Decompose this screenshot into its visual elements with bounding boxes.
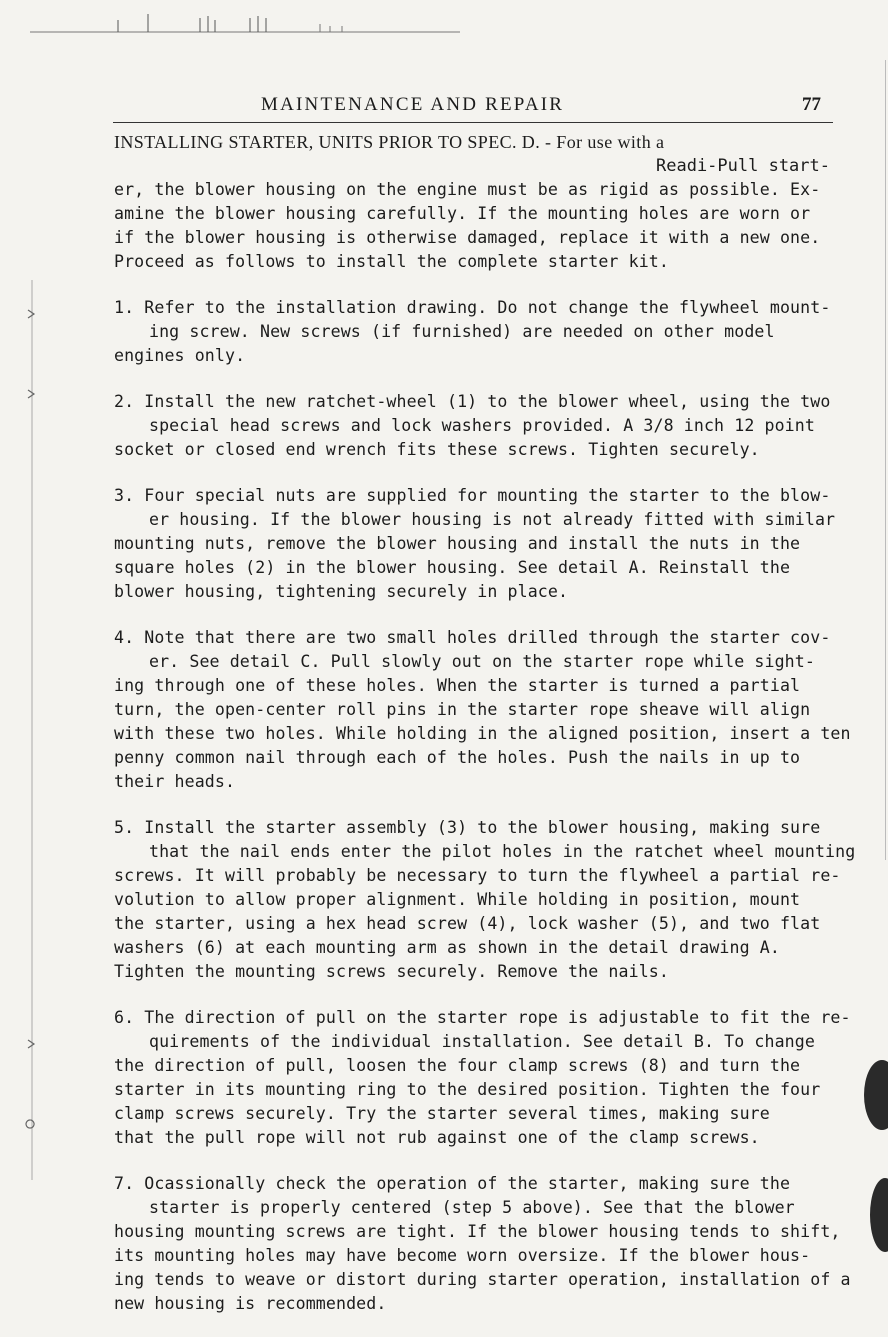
text-line: special head screws and lock washers provided. A 3/8 inch 12 point bbox=[149, 416, 815, 435]
binding-hole-marks bbox=[0, 280, 40, 1180]
text-line: mounting nuts, remove the blower housing and install the nuts in the bbox=[114, 534, 801, 553]
scan-artifact-marks bbox=[30, 8, 470, 36]
intro-paragraph bbox=[114, 178, 834, 274]
text-line: starter is properly centered (step 5 above). See that the blower bbox=[149, 1198, 795, 1217]
text-line: the direction of pull, loosen the four clamp screws (8) and turn the bbox=[114, 1056, 801, 1075]
text-line: amine the blower housing carefully. If the mounting holes are worn or bbox=[114, 204, 811, 223]
text-line: socket or closed end wrench fits these screws. Tighten securely. bbox=[114, 440, 760, 459]
text-line: penny common nail through each of the holes. Push the nails in up to bbox=[114, 748, 801, 767]
step-3 bbox=[114, 484, 834, 604]
text-line: the starter, using a hex head screw (4), lock washer (5), and two flat bbox=[114, 914, 821, 933]
step-2 bbox=[114, 390, 834, 462]
text-line: square holes (2) in the blower housing. See detail A. Reinstall the bbox=[114, 558, 791, 577]
text-line: er, the blower housing on the engine must be as rigid as possible. Ex- bbox=[114, 180, 821, 199]
text-line: new housing is recommended. bbox=[114, 1294, 387, 1313]
page-number: 77 bbox=[802, 94, 821, 115]
text-line: that the pull rope will not rub against one of the clamp screws. bbox=[114, 1128, 760, 1147]
text-line: their heads. bbox=[114, 772, 236, 791]
text-line: er housing. If the blower housing is not already fitted with similar bbox=[149, 510, 836, 529]
text-line: 3. Four special nuts are supplied for mounting the starter to the blow- bbox=[114, 486, 831, 505]
text-line: 4. Note that there are two small holes drilled through the starter cov- bbox=[114, 628, 831, 647]
section-title-continuation: Readi-Pull start- bbox=[656, 156, 830, 176]
text-line: 7. Ocassionally check the operation of the starter, making sure the bbox=[114, 1174, 791, 1193]
page-header bbox=[113, 94, 833, 123]
text-line: ing screw. New screws (if furnished) are needed on other model bbox=[149, 322, 775, 341]
text-line: washers (6) at each mounting arm as shown in the detail drawing A. bbox=[114, 938, 780, 957]
text-line: screws. It will probably be necessary to turn the flywheel a partial re- bbox=[114, 866, 841, 885]
page-content bbox=[114, 130, 856, 1316]
step-5 bbox=[114, 816, 856, 984]
text-line: that the nail ends enter the pilot holes in the ratchet wheel mounting bbox=[149, 842, 856, 861]
step-7 bbox=[114, 1172, 851, 1316]
text-line: with these two holes. While holding in the aligned position, insert a ten bbox=[114, 724, 851, 743]
text-line: 5. Install the starter assembly (3) to the blower housing, making sure bbox=[114, 818, 821, 837]
section-title: INSTALLING STARTER, UNITS PRIOR TO SPEC. D. - For use with a bbox=[114, 132, 665, 152]
text-line: blower housing, tightening securely in place. bbox=[114, 582, 569, 601]
text-line: 2. Install the new ratchet-wheel (1) to the blower wheel, using the two bbox=[114, 392, 831, 411]
text-line: turn, the open-center roll pins in the starter rope sheave will align bbox=[114, 700, 811, 719]
text-line: Proceed as follows to install the complete starter kit. bbox=[114, 252, 669, 271]
text-line: Tighten the mounting screws securely. Remove the nails. bbox=[114, 962, 669, 981]
running-title: MAINTENANCE AND REPAIR bbox=[261, 94, 565, 115]
step-6 bbox=[114, 1006, 851, 1150]
step-1 bbox=[114, 296, 834, 368]
text-line: housing mounting screws are tight. If the blower housing tends to shift, bbox=[114, 1222, 841, 1241]
text-line: ing tends to weave or distort during starter operation, installation of a bbox=[114, 1270, 851, 1289]
scan-edge-rule bbox=[885, 60, 886, 860]
text-line: ing through one of these holes. When the starter is turned a partial bbox=[114, 676, 801, 695]
scan-ink-blot bbox=[870, 1178, 888, 1252]
step-4 bbox=[114, 626, 851, 794]
text-line: er. See detail C. Pull slowly out on the starter rope while sight- bbox=[149, 652, 815, 671]
text-line: engines only. bbox=[114, 346, 246, 365]
text-line: if the blower housing is otherwise damaged, replace it with a new one. bbox=[114, 228, 821, 247]
text-line: 1. Refer to the installation drawing. Do not change the flywheel mount- bbox=[114, 298, 831, 317]
text-line: 6. The direction of pull on the starter rope is adjustable to fit the re- bbox=[114, 1008, 851, 1027]
text-line: quirements of the individual installation. See detail B. To change bbox=[149, 1032, 815, 1051]
text-line: its mounting holes may have become worn oversize. If the blower hous- bbox=[114, 1246, 811, 1265]
scan-ink-blot bbox=[864, 1060, 888, 1130]
text-line: starter in its mounting ring to the desired position. Tighten the four bbox=[114, 1080, 821, 1099]
text-line: clamp screws securely. Try the starter several times, making sure bbox=[114, 1104, 770, 1123]
text-line: volution to allow proper alignment. While holding in position, mount bbox=[114, 890, 801, 909]
